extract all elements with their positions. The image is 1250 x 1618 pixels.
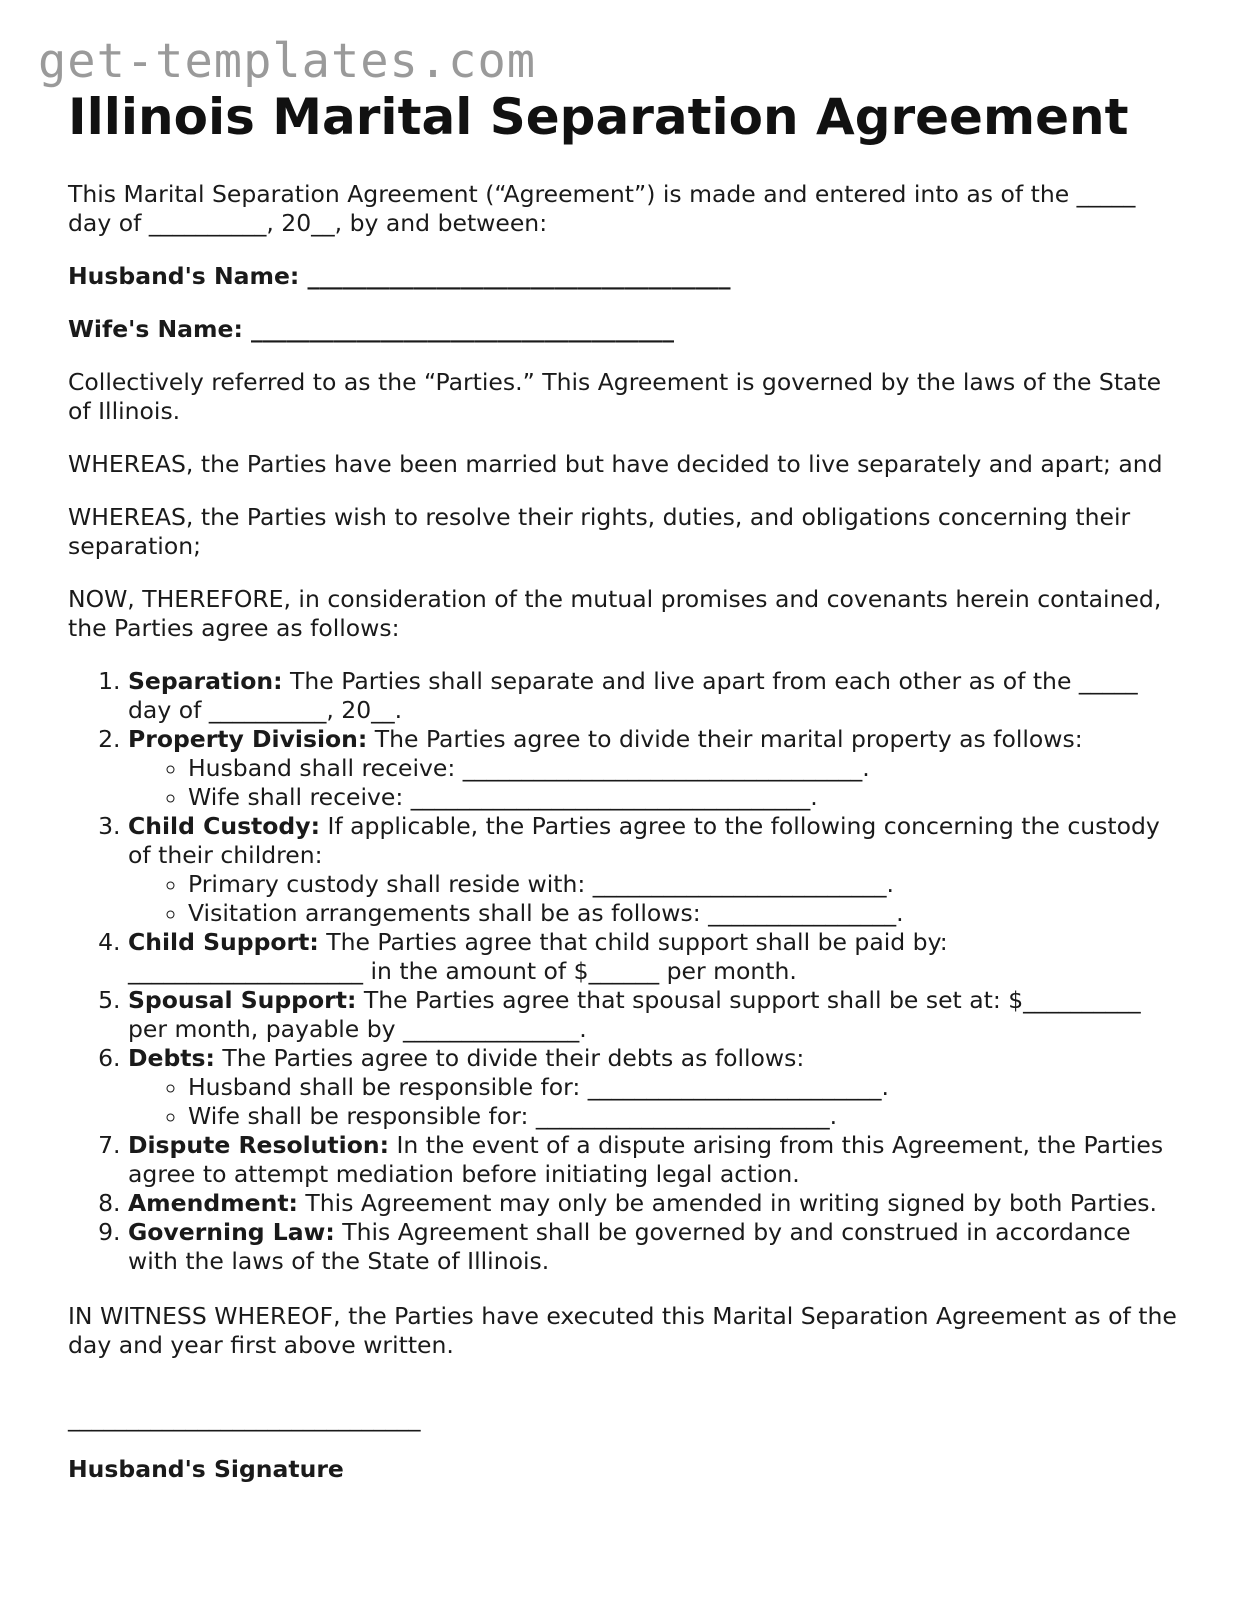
wife-name-label: Wife's Name: [68,315,243,343]
husband-name-field[interactable] [68,262,1180,291]
section-separation: 1. Separation: The Parties shall separate and live apart from each other as of the _____ day of __________, 20__. [128,667,1180,725]
section-property-division: 2. Property Division: The Parties agree to divide their marital property as follows: ◦ Husband shall receive: __________________________________. ◦ Wife shall receive: __________________________________. [128,725,1180,812]
section-dispute-resolution: 7. Dispute Resolution: In the event of a dispute arising from this Agreement, the Parties agree to attempt mediation before initiating legal action. [128,1131,1180,1189]
whereas-paragraph-1: WHEREAS, the Parties have been married but have decided to live separately and apart; and [68,450,1163,478]
sub-item: ◦ Husband shall receive: __________________________________. [188,754,1180,783]
wife-name-blank[interactable]: ____________________________________ [251,315,675,343]
husband-name-blank[interactable]: ____________________________________ [307,262,731,290]
sub-item: ◦ Visitation arrangements shall be as follows: ________________. [188,899,1180,928]
sub-item: ◦ Wife shall be responsible for: _________________________. [188,1102,1180,1131]
husband-signature-label: Husband's Signature [68,1455,344,1483]
witness-paragraph: IN WITNESS WHEREOF, the Parties have executed this Marital Separation Agreement as of the day and year first above written. [68,1302,1177,1359]
intro-paragraph: This Marital Separation Agreement (“Agreement”) is made and entered into as of the _____ day of __________, 20__, by and between: [68,180,1136,237]
section-governing-law: 9. Governing Law: This Agreement shall be governed by and construed in accordance with the laws of the State of Illinois. [128,1218,1180,1276]
section-debts: 6. Debts: The Parties agree to divide their debts as follows: ◦ Husband shall be responsible for: _________________________. ◦ Wife shall be responsible for: _________________________. [128,1044,1180,1131]
wife-name-field[interactable] [68,315,1180,344]
document-body [68,88,1180,1484]
section-spousal-support: 5. Spousal Support: The Parties agree that spousal support shall be set at: $__________ per month, payable by _______________. [128,986,1180,1044]
sub-item: ◦ Wife shall receive: __________________________________. [188,783,1180,812]
section-child-support: 4. Child Support: The Parties agree that child support shall be paid by: ____________________ in the amount of $______ per month. [128,928,1180,986]
agreement-sections [68,667,1180,1276]
section-amendment: 8. Amendment: This Agreement may only be amended in writing signed by both Parties. [128,1189,1180,1218]
sub-item: ◦ Primary custody shall reside with: _________________________. [188,870,1180,899]
husband-name-label: Husband's Name: [68,262,300,290]
watermark: get-templates.com [38,34,537,89]
document-title: Illinois Marital Separation Agreement [68,88,1129,146]
collective-paragraph: Collectively referred to as the “Parties.” This Agreement is governed by the laws of the State of Illinois. [68,368,1162,425]
now-therefore-paragraph: NOW, THEREFORE, in consideration of the mutual promises and covenants herein contained, the Parties agree as follows: [68,585,1162,642]
whereas-paragraph-2: WHEREAS, the Parties wish to resolve their rights, duties, and obligations concerning their separation; [68,503,1131,560]
husband-signature-line[interactable]: ______________________________ [68,1404,421,1432]
sub-item: ◦ Husband shall be responsible for: _________________________. [188,1073,1180,1102]
section-child-custody: 3. Child Custody: If applicable, the Parties agree to the following concerning the custody of their children: ◦ Primary custody shall reside with: _________________________. ◦ Visitation arrangements shall be as follows: ________________. [128,812,1180,928]
